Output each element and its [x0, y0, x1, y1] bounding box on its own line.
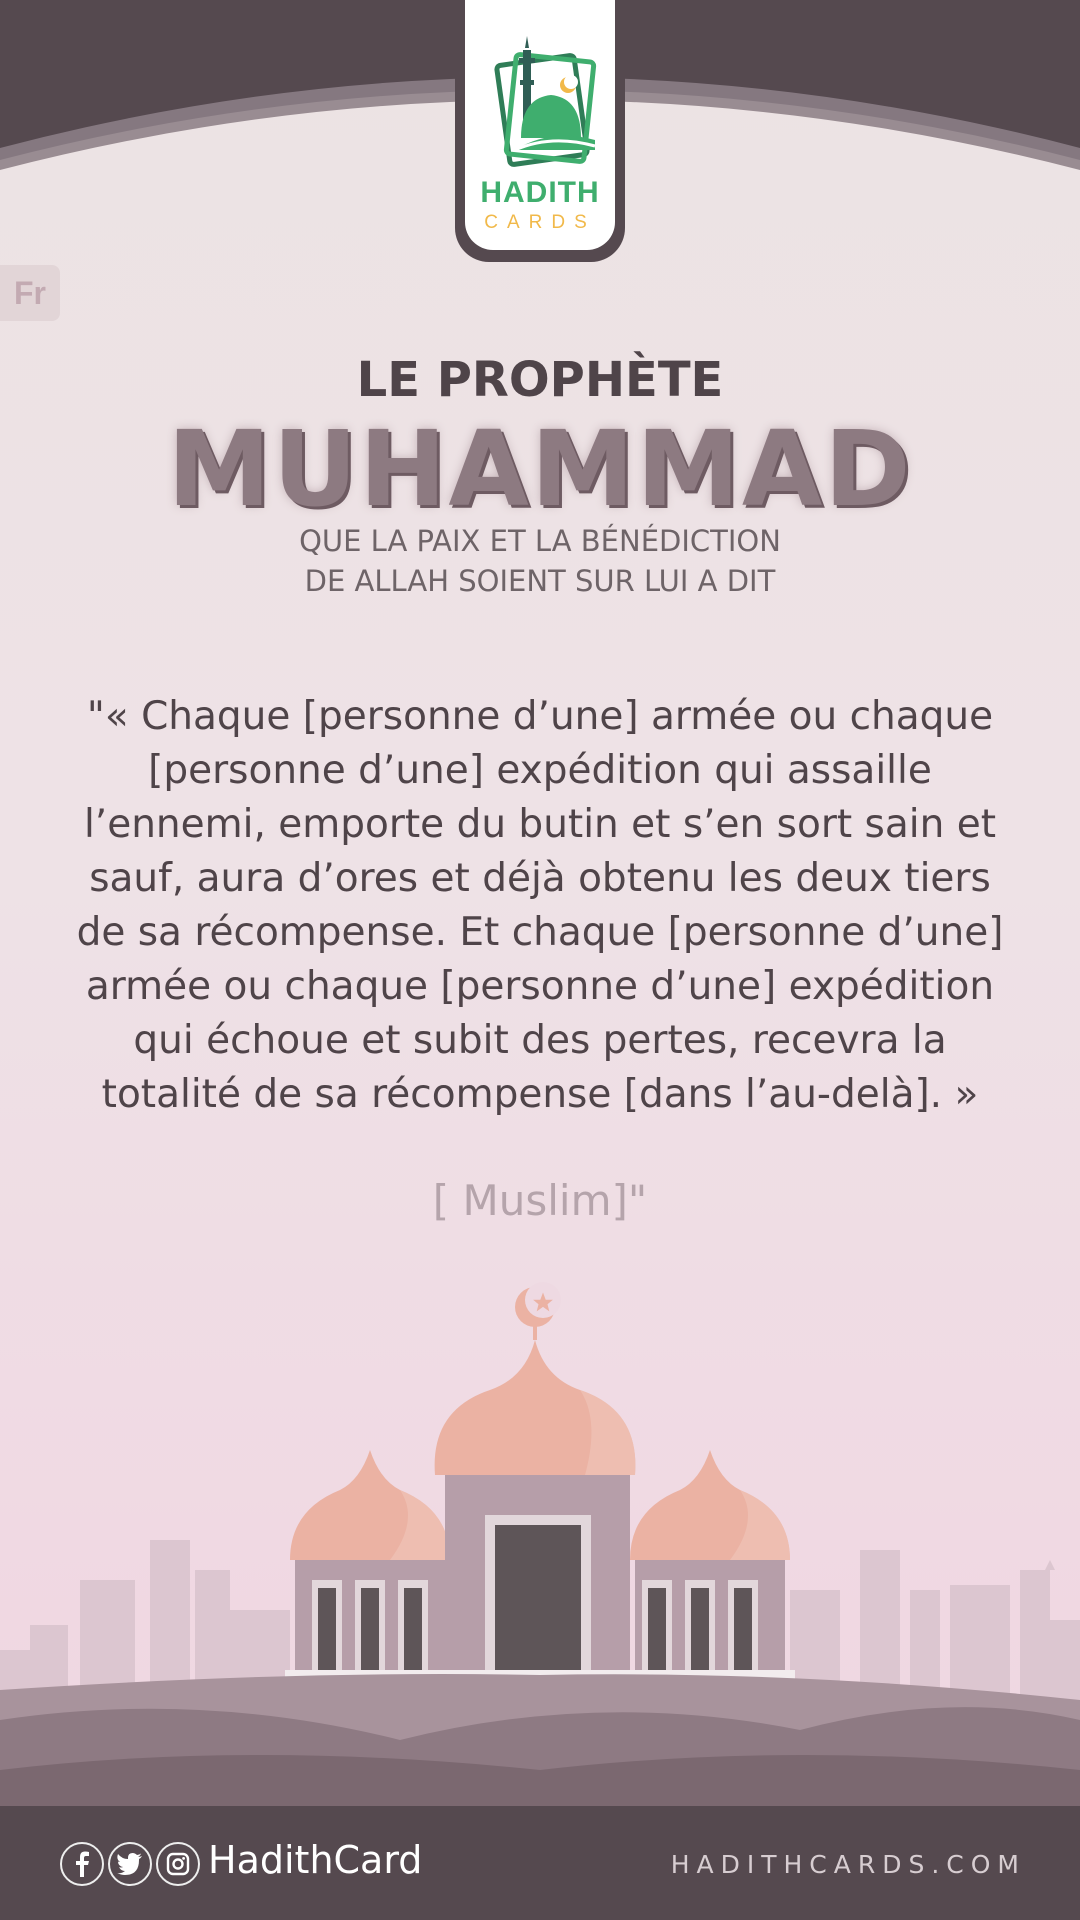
- prophet-name: MUHAMMAD: [167, 408, 913, 530]
- instagram-icon[interactable]: [156, 1842, 200, 1886]
- logo-wordmark-hadith: HADITH: [480, 176, 600, 209]
- mosque-logo-icon: [465, 0, 615, 178]
- logo-tab[interactable]: [455, 0, 625, 262]
- twitter-icon[interactable]: [108, 1842, 152, 1886]
- hadith-text: "« Chaque [personne d’une] armée ou chaque [personne d’une] expédition qui assaille l’ennemi, emporte du butin et s’en sort sain et sauf, aura d’ores et déjà obtenu les deux tiers de sa récompense. Et chaque [personne d’une] armée ou chaque [personne d’une] expédition qui échoue et subit des pertes, recevra la totalité de sa récompense [dans l’au-delà]. »: [76, 694, 1004, 1117]
- hadith-source: [ Muslim]": [432, 1176, 648, 1225]
- facebook-icon[interactable]: [60, 1842, 104, 1886]
- mosque-illustration: [0, 1270, 1080, 1810]
- prophet-heading: LE PROPHÈTE: [356, 352, 724, 408]
- website-link[interactable]: HADITHCARDS.COM: [670, 1850, 1026, 1879]
- language-toggle[interactable]: Fr: [0, 265, 60, 321]
- logo[interactable]: [465, 0, 615, 250]
- salutation-line-2: DE ALLAH SOIENT SUR LUI A DIT: [304, 564, 776, 598]
- logo-wordmark-cards: CARDS: [484, 212, 596, 233]
- social-handle[interactable]: HadithCard: [208, 1838, 423, 1882]
- salutation-line-1: QUE LA PAIX ET LA BÉNÉDICTION: [299, 524, 781, 558]
